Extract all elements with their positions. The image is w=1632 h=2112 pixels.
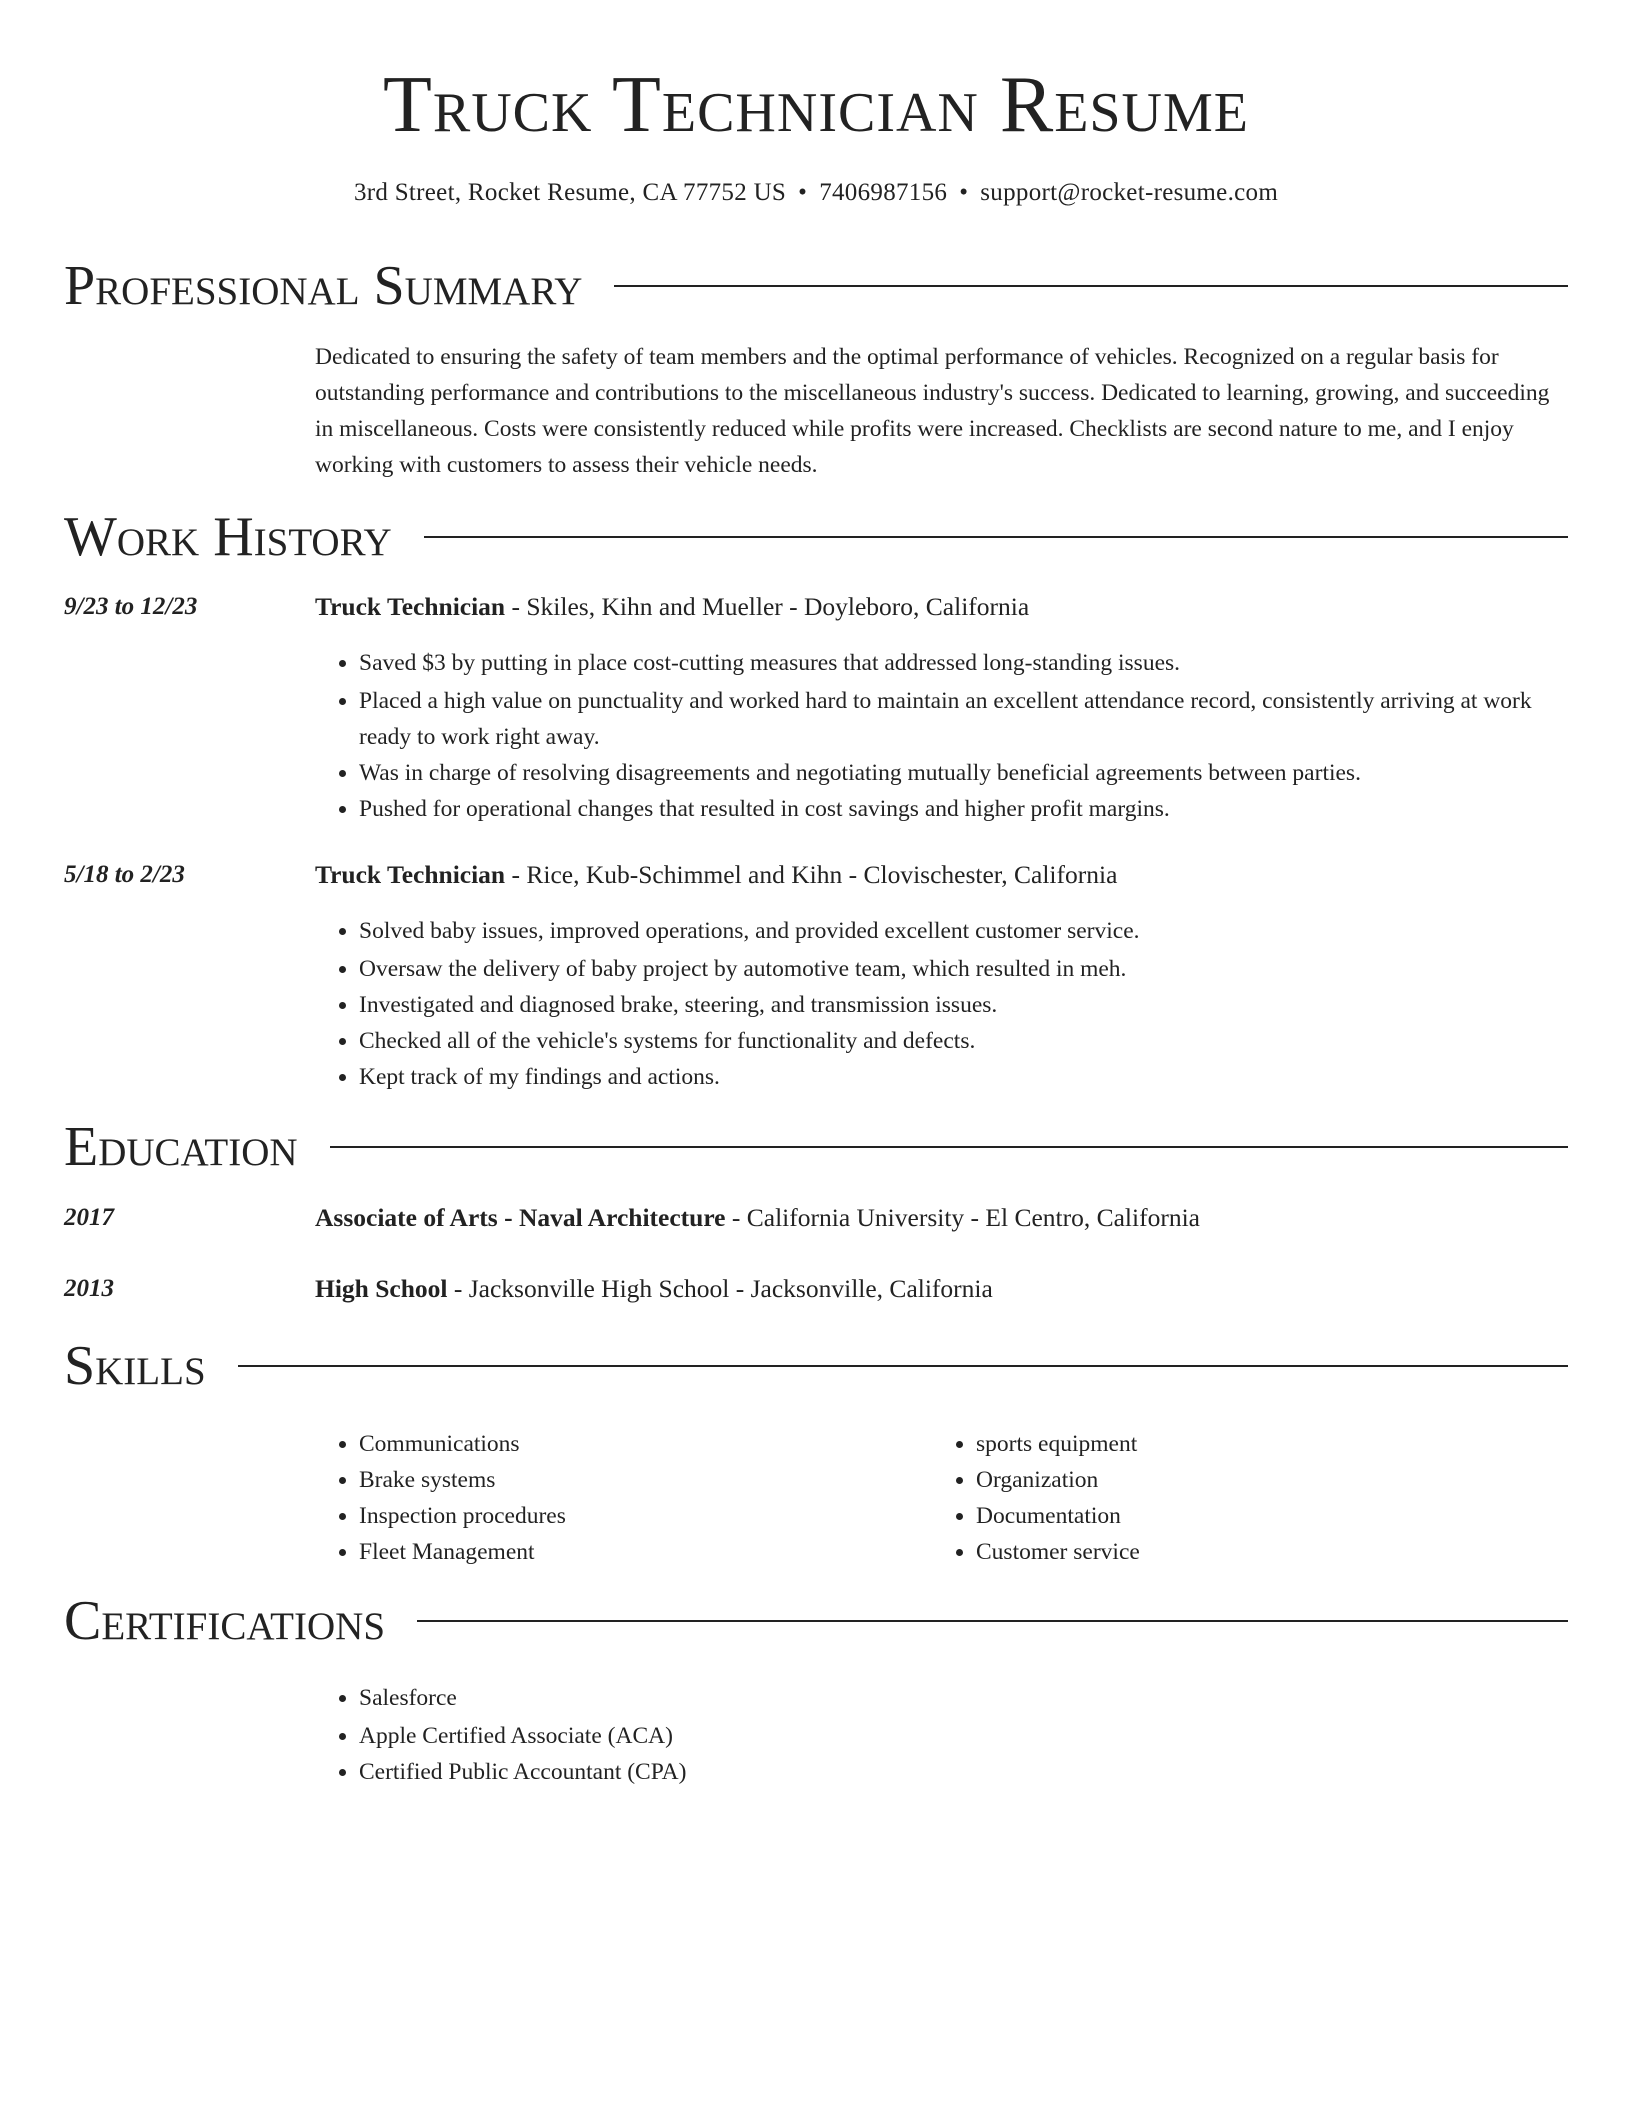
job-2-bullets [315, 913, 1565, 1095]
list-item: • Customer service [976, 1534, 1532, 1570]
list-item: • Solved baby issues, improved operations, and provided excellent customer service. [359, 913, 1565, 949]
education-year: 2017 [64, 1204, 114, 1231]
job-heading [315, 857, 1565, 893]
resume-header [0, 60, 1632, 208]
list-item: • Organization [976, 1462, 1532, 1498]
list-item: • Fleet Management [359, 1534, 915, 1570]
list-item: • Inspection procedures [359, 1498, 915, 1534]
job-1-bullets [315, 645, 1565, 827]
section-divider [238, 1365, 1568, 1367]
education-section-header [64, 1112, 1568, 1182]
school: - Jacksonville High School - Jacksonville, California [447, 1274, 993, 1303]
degree: Associate of Arts - Naval Architecture [315, 1203, 726, 1232]
list-item: • sports equipment [976, 1426, 1532, 1462]
section-divider [614, 285, 1568, 287]
list-item: • Salesforce [359, 1680, 1565, 1716]
skills-heading: Skills [64, 1335, 206, 1397]
skills-list-right [932, 1426, 1532, 1570]
contact-email[interactable]: support@rocket-resume.com [980, 179, 1279, 206]
list-item: • Documentation [976, 1498, 1532, 1534]
certifications-heading: Certifications [64, 1590, 386, 1652]
certifications-list [315, 1680, 1565, 1790]
list-item: • Brake systems [359, 1462, 915, 1498]
degree: High School [315, 1274, 448, 1303]
list-item: • Checked all of the vehicle's systems for functionality and defects. [359, 1023, 1565, 1059]
education-heading-line [315, 1200, 1565, 1236]
list-item: • Placed a high value on punctuality and worked hard to maintain an excellent attendance record, consistently arriving at work ready to work right away. [359, 683, 1565, 755]
section-divider [330, 1146, 1568, 1148]
job-title: Truck Technician [315, 592, 506, 621]
skills-list-left [315, 1426, 915, 1570]
list-item: • Investigated and diagnosed brake, steering, and transmission issues. [359, 987, 1565, 1023]
contact-phone: 7406987156 [819, 179, 948, 206]
summary-heading: Professional Summary [64, 255, 583, 317]
job-title: Truck Technician [315, 860, 506, 889]
contact-line [0, 178, 1632, 208]
list-item: • Certified Public Accountant (CPA) [359, 1754, 1565, 1790]
list-item: • Oversaw the delivery of baby project by automotive team, which resulted in meh. [359, 951, 1565, 987]
job-dates: 9/23 to 12/23 [64, 593, 198, 620]
job-company: - Rice, Kub-Schimmel and Kihn - Clovischester, California [505, 860, 1118, 889]
list-item: • Pushed for operational changes that resulted in cost savings and higher profit margins. [359, 791, 1565, 827]
education-heading: Education [64, 1116, 298, 1178]
list-item: • Kept track of my findings and actions. [359, 1059, 1565, 1095]
work-section-header [64, 502, 1568, 572]
school: - California University - El Centro, California [725, 1203, 1200, 1232]
contact-separator: • [798, 179, 808, 206]
list-item: • Communications [359, 1426, 915, 1462]
contact-separator: • [959, 179, 969, 206]
education-year: 2013 [64, 1275, 114, 1302]
list-item: • Was in charge of resolving disagreements and negotiating mutually beneficial agreements between parties. [359, 755, 1565, 791]
education-heading-line [315, 1271, 1565, 1307]
job-company: - Skiles, Kihn and Mueller - Doyleboro, California [505, 592, 1030, 621]
resume-title: Truck Technician Resume [383, 61, 1249, 149]
section-divider [424, 536, 1568, 538]
job-heading [315, 589, 1565, 625]
skills-section-header [64, 1331, 1568, 1401]
work-heading: Work History [64, 506, 392, 568]
section-divider [417, 1620, 1568, 1622]
list-item: • Apple Certified Associate (ACA) [359, 1718, 1565, 1754]
summary-text: Dedicated to ensuring the safety of team members and the optimal performance of vehicles. Recognized on a regular basis for outstanding performance and contributions to the miscellaneous industry's success. Dedicated to learning, growing, and succeeding in miscellaneous. Costs were consistently reduced while profits were increased. Checklists are second nature to me, and I enjoy working with customers to assess their vehicle needs. [315, 344, 1550, 478]
certifications-section-header [64, 1586, 1568, 1656]
summary-section-header [64, 251, 1568, 321]
job-dates: 5/18 to 2/23 [64, 861, 185, 888]
contact-address: 3rd Street, Rocket Resume, CA 77752 US [353, 179, 787, 206]
list-item: • Saved $3 by putting in place cost-cutting measures that addressed long-standing issues. [359, 645, 1565, 681]
